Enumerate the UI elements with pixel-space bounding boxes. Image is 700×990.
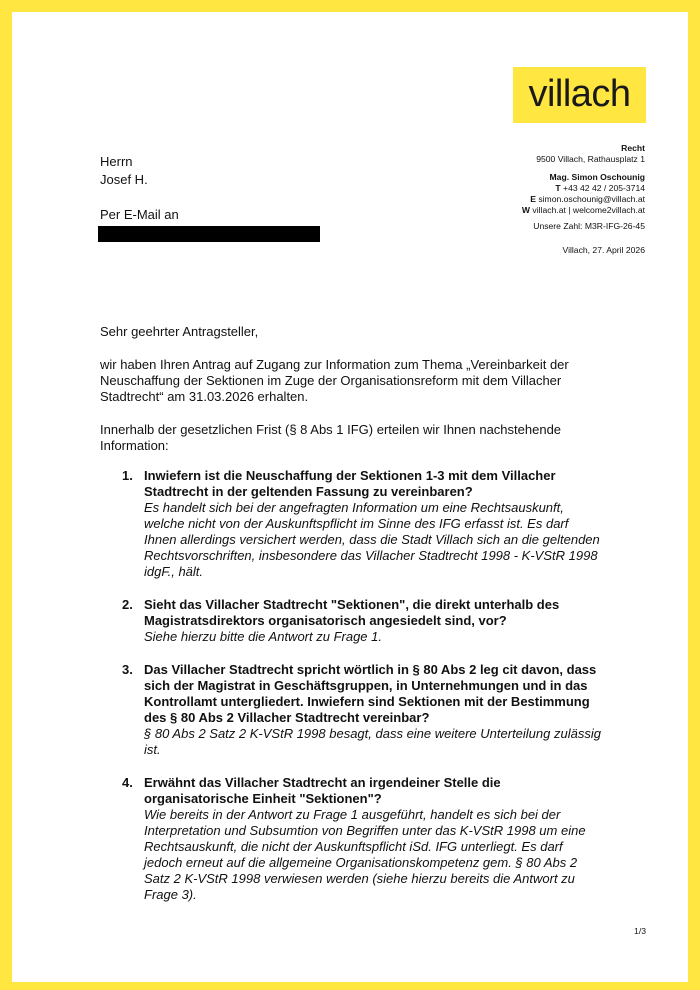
sender-address: 9500 Villach, Rathausplatz 1: [536, 154, 645, 164]
question-item: [100, 662, 604, 758]
question-item: [100, 597, 604, 645]
question-list: [100, 468, 601, 903]
letter-date: Villach, 27. April 2026: [562, 245, 645, 255]
web-label: W: [521, 205, 531, 215]
page-frame-bottom: [0, 982, 700, 990]
recipient-block: [100, 153, 148, 189]
sender-name: Mag. Simon Oschounig: [549, 172, 645, 182]
question-item: [100, 468, 604, 580]
sender-email-line: [522, 194, 645, 205]
question-text: Sieht das Villacher Stadtrecht "Sektionen", die direkt unterhalb des Magistratsdirektors organisatorisch angesiedelt sind, vor?: [144, 597, 560, 628]
question-text: Das Villacher Stadtrecht spricht wörtlich in § 80 Abs 2 leg cit davon, dass sich der Magistrat in Geschäftsgruppen, in Unternehmungen und in das Kontrollamt untergliedert. Inwiefern sind Sektionen mit der Bestimmung des § 80 Abs 2 Villacher Stadtrecht vereinbar?: [144, 662, 597, 725]
question-item: [100, 775, 604, 903]
recipient-salutation: Herrn: [100, 154, 133, 169]
page-frame-left: [0, 0, 12, 990]
page-frame-top: [0, 0, 700, 12]
reference-number: Unsere Zahl: M3R-IFG-26-45: [533, 221, 645, 231]
logo-text: villach: [528, 72, 631, 115]
letter-greeting: Sehr geehrter Antragsteller,: [100, 324, 259, 339]
answer-text: Wie bereits in der Antwort zu Frage 1 ausgeführt, handelt es sich bei der Interpretation und Subsumtion von Begriffen unter das K-VStR 1998 um eine Rechtsauskunft, die nicht der Auskunftspflicht iSd. IFG unterliegt. Es darf jedoch erneut auf die allgemeine Organisationskompetenz gem. § 80 Abs 2 Satz 2 K-VStR 1998 verwiesen werden (siehe hierzu bereits die Antwort zu Frage 3).: [144, 807, 586, 902]
page-frame-right: [688, 0, 700, 990]
recipient-name: Josef H.: [100, 172, 148, 187]
email-label: E: [530, 194, 536, 204]
letter-frist: Innerhalb der gesetzlichen Frist (§ 8 Abs 1 IFG) erteilen wir Ihnen nachstehende Information:: [100, 422, 562, 453]
sender-web-line: [522, 205, 645, 216]
redacted-email-bar: [98, 226, 320, 242]
page-number: 1/3: [634, 926, 646, 936]
letter-intro: wir haben Ihren Antrag auf Zugang zur Information zum Thema „Vereinbarkeit der Neuschaffung der Sektionen im Zuge der Organisationsreform mit dem Villacher Stadtrecht“ am 31.03.2026 erhalten.: [100, 357, 569, 404]
sender-phone-line: [522, 183, 645, 194]
sender-block: [522, 143, 645, 256]
letter-body: [100, 324, 601, 920]
answer-text: Es handelt sich bei der angefragten Information um eine Rechtsauskunft, welche nicht von der Auskunftspflicht im Sinne des IFG erfasst ist. Es darf Ihnen allerdings versichert werden, dass die Stadt Villach sich an die geltenden Rechtsvorschriften, insbesondere das Villacher Stadtrecht 1998 - K-VStR 1998 idgF., hält.: [144, 500, 600, 579]
villach-logo: [513, 67, 646, 123]
sender-web[interactable]: villach.at | welcome2villach.at: [532, 205, 645, 215]
sender-email[interactable]: simon.oschounig@villach.at: [538, 194, 645, 204]
question-text: Erwähnt das Villacher Stadtrecht an irgendeiner Stelle die organisatorische Einheit "Sektionen"?: [144, 775, 501, 806]
recipient-email-label: Per E-Mail an: [100, 207, 179, 222]
answer-text: Siehe hierzu bitte die Antwort zu Frage 1.: [144, 629, 382, 644]
question-number: 4.: [122, 775, 133, 790]
question-text: Inwiefern ist die Neuschaffung der Sektionen 1-3 mit dem Villacher Stadtrecht in der geltenden Fassung zu vereinbaren?: [144, 468, 556, 499]
question-number: 2.: [122, 597, 133, 612]
question-number: 1.: [122, 468, 133, 483]
answer-text: § 80 Abs 2 Satz 2 K-VStR 1998 besagt, dass eine weitere Unterteilung zulässig ist.: [144, 726, 601, 757]
phone-label: T: [555, 183, 561, 193]
sender-phone: +43 42 42 / 205-3714: [563, 183, 645, 193]
question-number: 3.: [122, 662, 133, 677]
sender-department: Recht: [621, 143, 645, 153]
